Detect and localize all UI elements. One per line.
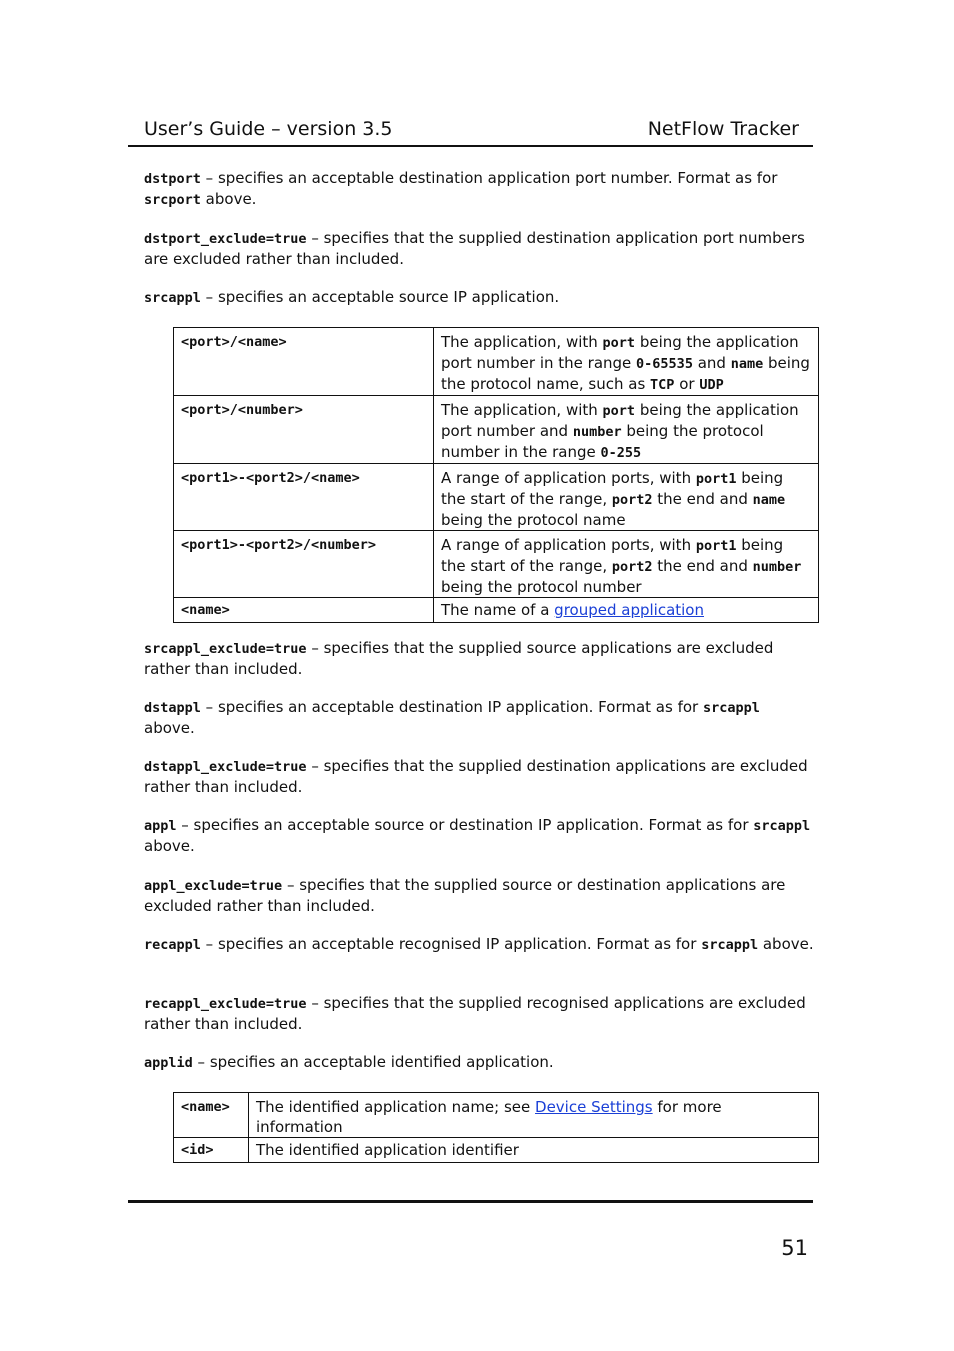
text: – specifies that the supplied recognised applications are excluded rather than included. [144, 994, 806, 1033]
footer-divider [128, 1200, 813, 1203]
text: above. [758, 935, 814, 953]
srcappl-exclude-paragraph [144, 638, 814, 679]
text: – specifies an acceptable source IP application. [200, 288, 560, 306]
keyword: dstappl_exclude=true [144, 759, 307, 775]
keyword: dstport [144, 171, 201, 187]
text: – specifies that the supplied destination application port numbers are excluded rather than included. [144, 229, 805, 268]
format-key: <port1>-<port2>/<name> [174, 464, 434, 531]
format-description: A range of application ports, with port1 being the start of the range, port2 the end and name being the protocol name [434, 464, 819, 531]
table-row [174, 464, 819, 531]
text: – specifies that the supplied destination applications are excluded rather than included. [144, 757, 808, 796]
keyword: srcappl [753, 818, 811, 834]
text: above. [144, 837, 195, 855]
dstappl-exclude-paragraph [144, 756, 814, 797]
format-description: The name of a grouped application [434, 598, 819, 623]
recappl-paragraph [144, 934, 814, 955]
keyword: srcappl [702, 700, 760, 716]
format-description: A range of application ports, with port1 being the start of the range, port2 the end and number being the protocol number [434, 531, 819, 598]
format-description: The identified application name; see Device Settings for more information [249, 1093, 819, 1138]
keyword: applid [144, 1055, 193, 1071]
text: – specifies an acceptable source or destination IP application. Format as for [176, 816, 754, 834]
table-row [174, 328, 819, 396]
recappl-exclude-paragraph [144, 993, 814, 1034]
format-key: <port>/<name> [174, 328, 434, 396]
keyword: appl [144, 818, 177, 834]
keyword: srcappl [701, 937, 759, 953]
format-key: <id> [174, 1138, 249, 1163]
table-row [174, 598, 819, 623]
dstport-exclude-paragraph [144, 228, 814, 269]
format-description: The application, with port being the application port number in the range 0-65535 and name being the protocol name, such as TCP or UDP [434, 328, 819, 396]
keyword: appl_exclude=true [144, 878, 283, 894]
format-description: The identified application identifier [249, 1138, 819, 1163]
applid-paragraph [144, 1052, 814, 1073]
text: – specifies that the supplied source applications are excluded rather than included. [144, 639, 774, 678]
text: – specifies an acceptable identified application. [192, 1053, 554, 1071]
srcappl-paragraph [144, 287, 814, 308]
table-row [174, 1093, 819, 1138]
header-divider [128, 145, 813, 147]
keyword: recappl [144, 937, 201, 953]
keyword: dstport_exclude=true [144, 231, 307, 247]
text: above. [200, 190, 257, 208]
device-settings-link[interactable]: Device Settings [535, 1098, 653, 1116]
text: – specifies an acceptable recognised IP application. Format as for [200, 935, 702, 953]
text: – specifies an acceptable destination application port number. Format as for [200, 169, 778, 187]
text: above. [144, 719, 195, 737]
page-number: 51 [781, 1236, 808, 1260]
keyword: srcport [144, 192, 201, 208]
grouped-application-link[interactable]: grouped application [554, 601, 704, 619]
keyword: dstappl [144, 700, 201, 716]
header-product: NetFlow Tracker [647, 118, 799, 140]
table-row [174, 531, 819, 598]
keyword: srcappl [144, 290, 201, 306]
table-row [174, 1138, 819, 1163]
appl-paragraph [144, 815, 814, 856]
appl-exclude-paragraph [144, 875, 814, 916]
header-title: User’s Guide – version 3.5 [144, 118, 393, 140]
applid-format-table [173, 1092, 819, 1163]
text: – specifies an acceptable destination IP application. Format as for [200, 698, 703, 716]
dstport-paragraph [144, 168, 814, 210]
keyword: srcappl_exclude=true [144, 641, 307, 657]
format-key: <port1>-<port2>/<number> [174, 531, 434, 598]
srcappl-format-table [173, 327, 819, 623]
dstappl-paragraph [144, 697, 814, 738]
format-key: <name> [174, 1093, 249, 1138]
format-key: <port>/<number> [174, 396, 434, 464]
keyword: recappl_exclude=true [144, 996, 307, 1012]
text: – specifies that the supplied source or destination applications are excluded rather than included. [144, 876, 786, 915]
format-key: <name> [174, 598, 434, 623]
table-row [174, 396, 819, 464]
format-description: The application, with port being the application port number and number being the protocol number in the range 0-255 [434, 396, 819, 464]
